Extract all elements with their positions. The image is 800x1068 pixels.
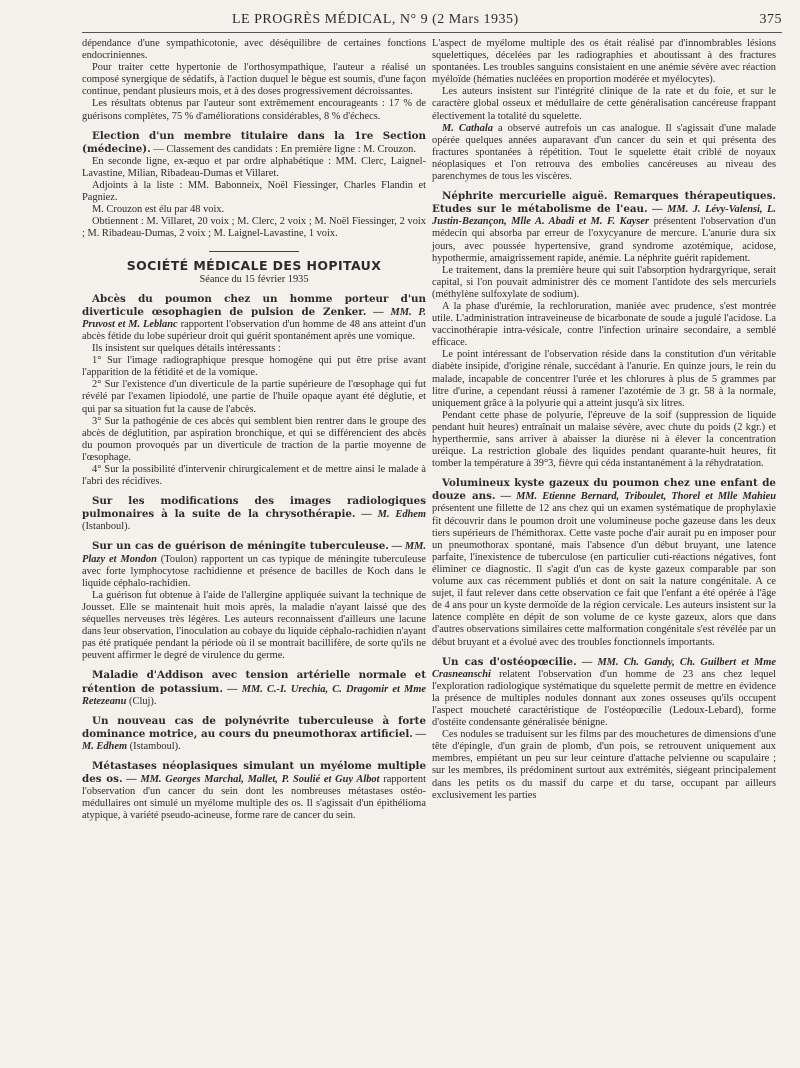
paragraph: Obtiennent : M. Villaret, 20 voix ; M. Clerc, 2 voix ; M. Noël Fiessinger, 2 voix ; M. Ribadeau-Dumas, 2 voix ; M. Laignel-Lavastine, 1 voix. (82, 216, 426, 240)
article-title: Election d'un membre titulaire dans la 1re Section (médecine). (82, 129, 426, 155)
page-header (82, 12, 782, 32)
article-text: relatent l'observation d'un homme de 23 ans chez lequel l'exploration radiologique systématique du squelette permit de mettre en évidence la présence de multiples nodules donnant aux zones osseuses qu'ils occupent l'aspect moucheté caractéristique de l'ostéopœcilie (Ledoux-Lebard), forme d'ostéite condensante généralisée bénigne. (432, 668, 776, 729)
paragraph-cathala (432, 123, 776, 183)
article-abces (82, 293, 426, 343)
article-text: (Cluj). (126, 695, 157, 707)
article-meningite (82, 540, 426, 589)
paragraph: La guérison fut obtenue à l'aide de l'allergine appliquée suivant la technique de Jousset. Elle se maintenait huit mois après, la maladie n'ayant laissé que des séquelles nerveuses très légères. Les auteurs reconnaissent d'ailleurs une lacune dans leur observation, l'inoculation au cobaye du liquide céphalo-rachidien n'ayant pas été pratiquée pendant la période où il se montrait bacillifère, de sorte qu'ils ne peuvent affirmer le degré de virulence du germe. (82, 589, 426, 662)
paragraph: Le traitement, dans la première heure qui suit l'absorption hydrargyrique, serait capital, si l'on pouvait administrer dès ce moment l'antidote des sels mercuriels (méthylène sulfoxylate de sodium). (432, 264, 776, 300)
paragraph: Le point intéressant de l'observation réside dans la constitution d'un véritable diabète insipide, d'origine rénale, succédant à l'anurie. En quinze jours, le rein du malade, incapable de concentrer l'urée et les chlorures à plus de 5 grammes par litre d'urine, a cependant réussi à ramener l'azotémie de 3 gr. 58 à la normale, uniquement grâce à la polyurie qui a atteint jusqu'à six litres. (432, 349, 776, 409)
article-authors: — MM. J. Lévy-Valensi, L. Justin-Bezançon, Mlle A. Abadi et M. F. Kayser (432, 204, 776, 228)
article-authors: — M. Edhem (82, 728, 426, 752)
page-number: 375 (759, 12, 782, 27)
article-text: rapportent l'observation d'un cancer du sein dont les nombreuses métastases ostéo-médullaires ont simulé un myélome multiple des os. Il s'agissait d'un épithélioma atypique, à variété pseudo-acineuse, forme rare de cancer du sein. (82, 774, 426, 822)
paragraph: Pendant cette phase de polyurie, l'épreuve de la soif (suppression de liquide pendant huit heures) entraînait un malaise sévère, avec chute du poids (2 kgr.) et hyperthermie, sans arriver à abaisser la diurèse ni à élever la concentration uréique. La restriction globale des liquides pendant quarante-huit heures, fit tomber la température à 39°3, fièvre qui céda instantanément à la réhydratation. (432, 409, 776, 470)
paragraph: A la phase d'urémie, la rechloruration, maniée avec prudence, s'est montrée utile. L'administration intraveineuse de bicarbonate de soude a jugulé l'acidose. La vaccinothérapie intra-vésicale, contre l'infection urinaire secondaire, a semblé efficace. (432, 300, 776, 349)
running-title: LE PROGRÈS MÉDICAL, N° 9 (2 Mars 1935) (232, 12, 519, 27)
section-separator (209, 251, 299, 252)
article-modif (82, 495, 426, 533)
article-authors: — M. Edhem (355, 509, 426, 521)
paragraph: Ces nodules se traduisent sur les films par des mouchetures de dimensions d'une tête d'épingle, d'un grain de plomb, d'un pois, se retrouvent uniquement aux membres, empiétant un peu sur leur ceinture d'attache pelvienne ou scapulaire ; sur les membres, ils prédominent surtout aux extrémités, siégeant principalement dans les petits os du massif du carpe et du tarse, occupant par ailleurs exclusivement les parties (432, 729, 776, 801)
paragraph: Pour traiter cette hypertonie de l'orthosympathique, l'auteur a réalisé un composé synergique de sédatifs, à l'action duquel le bègue est soumis, d'une façon continue, pendant plusieurs mois, et à des doses progressivement décroissantes. (82, 62, 426, 98)
paragraph: 3° Sur la pathogénie de ces abcès qui semblent bien rentrer dans le groupe des abcès de déglutition, par aspiration bronchique, et qui se différencient des abcès du poumon provoqués par un diverticule de traction de la partie moyenne de l'œsophage. (82, 415, 426, 463)
article-authors: — MM. Plazy et Mondon (82, 541, 426, 565)
paragraph: Ils insistent sur quelques détails intéressants : (92, 343, 281, 355)
article-title: Maladie d'Addison avec tension artérielle normale et rétention de potassium. (82, 669, 426, 695)
article-title: Sur un cas de guérison de méningite tuberculeuse. (92, 540, 389, 553)
article-title: Métastases néoplasiques simulant un myélome multiple des os. (82, 759, 426, 786)
paragraph: Les résultats obtenus par l'auteur sont extrêmement encourageants : 17 % de guérisons complètes, 75 % d'améliorations considérables, 8 % d'échecs. (82, 98, 426, 122)
article-authors: — MM. Ch. Gandy, Ch. Guilbert et Mme Crasneanschi (432, 656, 776, 680)
paragraph: Adjoints à la liste : MM. Babonneix, Noël Fiessinger, Charles Flandin et Pagniez. (82, 180, 426, 204)
article-election (82, 130, 426, 156)
paragraph: 2° Sur l'existence d'un diverticule de la partie supérieure de l'œsophage qui fut révélé par l'examen lipiodolé, une partie de l'huile opaque ayant été déglutie, et qui par sa situation fut la cause de l'abcès. (82, 379, 426, 415)
article-title: Néphrite mercurielle aiguë. Remarques thérapeutiques. Etudes sur le métabolisme de l'eau. (432, 190, 776, 216)
article-title: Un cas d'ostéopœcilie. (442, 655, 577, 668)
article-text: présentent une fillette de 12 ans chez qui un examen systématique de prophylaxie fit découvrir dans le poumon droit une volumineuse poche gazeuse dans les deux tiers supérieurs de l'hémithorax. Cette vaste poche d'air aurait pu en imposer pour un pneumothorax spontané, mais l'absence d'un début bruyant, une latence parfaite, l'inexistence de tuberculose (en particulier cuti-réactions négatives, font éliminer ce diagnostic. Il s'agit d'un cas de kyste gazeux comparable par son volume aux cas récemment publiés et dont on sait la nature congénitale. A ce sujet, il faut relever dans cette observation ce fait que l'enfant a été opérée à l'âge de 4 ans pour un kyste dermoïde de la région cervicale. Les auteurs insistent sur la latence complète en dépit de son volume de ce kyste gazeux, alors que dans d'autres observations similaires cette malformation congénitale s'est révélée par un début bruyant et a évolué avec des troubles fonctionnels importants. (432, 503, 776, 648)
article-authors: — MM. P. Pruvost et M. Leblanc (82, 306, 426, 330)
article-polynevrite (82, 715, 426, 753)
paragraph: L'aspect de myélome multiple des os était réalisé par d'innombrables lésions squelettiques, décelées par les radiographies et aboutissant à des fractures spontanées. Les troubles sanguins consistaient en une anémie sévère avec réaction myéloïde (hématies nucléées en proportion modérée et myélocytes). (432, 38, 776, 86)
session-date: Séance du 15 février 1935 (199, 273, 309, 285)
header-rule (82, 32, 782, 33)
paragraph: Les auteurs insistent sur l'intégrité clinique de la rate et du foie, et sur le caractère global osseux et médullaire de cette généralisation cancéreuse frappant électivement la totalité du squelette. (432, 86, 776, 122)
right-column (432, 38, 776, 802)
society-heading: SOCIÉTÉ MÉDICALE DES HOPITAUX (126, 257, 382, 273)
article-title: Abcès du poumon chez un homme porteur d'un diverticule œsophagien de pulsion de Zenker. (82, 292, 426, 318)
paragraph: 4° Sur la possibilité d'intervenir chirurgicalement et de mettre ainsi le malade à l'abri des récidives. (82, 464, 426, 488)
paragraph: En seconde ligne, ex-æquo et par ordre alphabétique : MM. Clerc, Laignel-Lavastine, Milian, Ribadeau-Dumas et Villaret. (82, 155, 426, 179)
article-addison (82, 669, 426, 707)
article-metastases (82, 760, 426, 822)
article-text: rapportent l'observation d'un homme de 48 ans atteint d'un abcès fétide du lobe supérieur droit qui guérit spontanément après une vomique. (82, 318, 426, 342)
article-text: (Toulon) rapportent un cas typique de méningite tuberculeuse avec forte lymphocytose rachidienne et présence de bacilles de Koch dans le liquide céphalo-rachidien. (82, 553, 426, 589)
article-text: — Classement des candidats : En première ligne : M. Crouzon. (150, 143, 416, 155)
article-osteopoecilie (432, 656, 776, 730)
article-title: Sur les modifications des images radiologiques pulmonaires à la suite de la chrysothérapie. (82, 495, 426, 521)
left-column (82, 38, 426, 822)
paragraph: M. Crouzon est élu par 48 voix. (92, 204, 225, 216)
article-kyste (432, 477, 776, 648)
article-title: Un nouveau cas de polynévrite tuberculeuse à forte dominance motrice, au cours du pneumothorax artificiel. (82, 714, 426, 740)
article-authors: M. Cathala (442, 122, 493, 134)
article-authors: — MM. Georges Marchal, Mallet, P. Soulié et Guy Albot (122, 774, 380, 786)
article-authors: — MM. C.-I. Urechia, C. Dragomir et Mme Retezeanu (82, 683, 426, 707)
article-authors: — MM. Etienne Bernard, Triboulet, Thorel et Mlle Mahieu (495, 491, 777, 503)
article-text: (Istamboul). (127, 740, 181, 752)
article-text: a observé autrefois un cas analogue. Il s'agissait d'une malade opérée quelques années auparavant d'un cancer du sein et qui présenta des fractures spontanées à répétition. Tout le squelette était criblé de noyaux néoplasiques et l'on retrouva des embolies cancéreuses au niveau des parenchymes de tous les viscères. (432, 122, 776, 183)
paragraph: dépendance d'une sympathicotonie, avec déséquilibre de certaines fonctions endocriniennes. (82, 38, 426, 62)
article-title: Volumineux kyste gazeux du poumon chez une enfant de douze ans. (432, 477, 776, 503)
article-nephrite (432, 190, 776, 265)
article-text: présentent l'observation d'un médecin qui absorba par erreur de l'oxycyanure de mercure. L'anurie dura six jours, avec poussée hypertensive, grand syndrome azotémique, acidose, hypothermie, amaigrissement rapide, anémie. La néphrite guérit rapidement. (432, 216, 776, 264)
article-text: (Istanboul). (82, 521, 131, 533)
paragraph: 1° Sur l'image radiographique presque homogène qui put être prise avant l'apparition de la fétidité et de la vomique. (82, 355, 426, 379)
